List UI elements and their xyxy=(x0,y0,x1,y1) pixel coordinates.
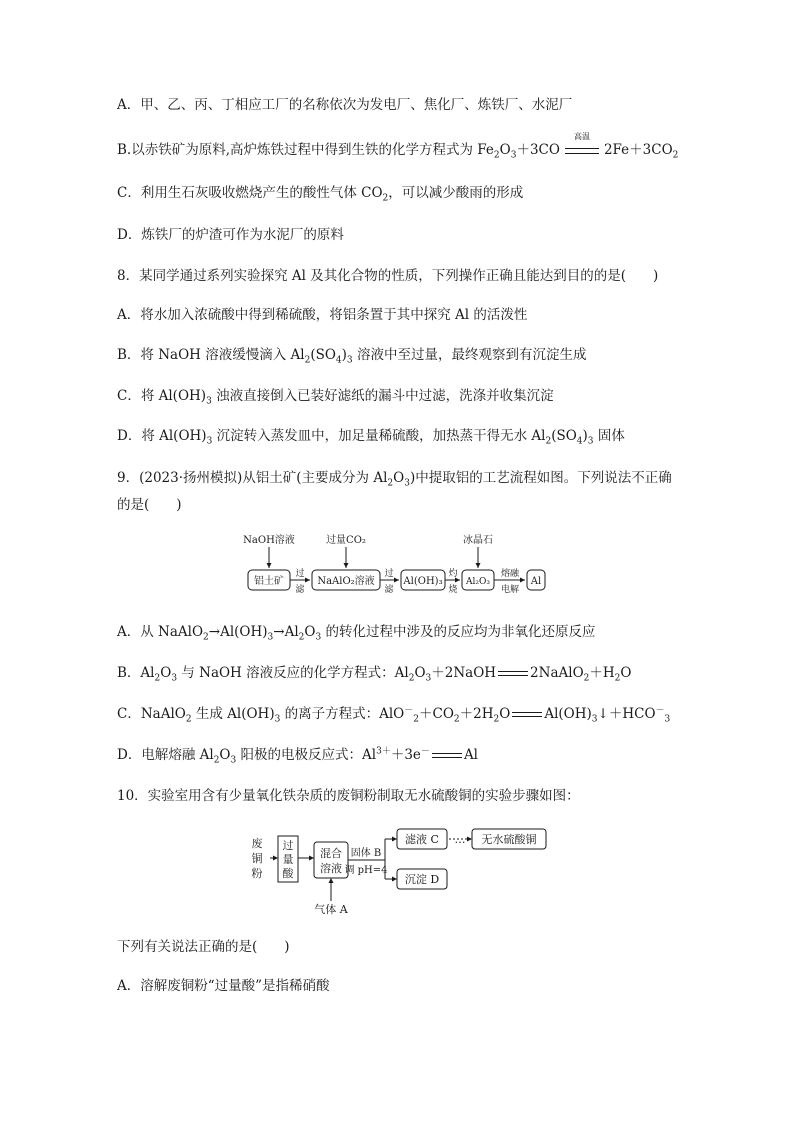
svg-text:溶液: 溶液 xyxy=(320,862,342,875)
q9-option-a: A．从 $NaAlO_2\to Al(OH)_3\to Al_2O_3$ 的转化过程中涉及的反应均为非氧化还原反应 xyxy=(117,624,596,643)
svg-text:粉: 粉 xyxy=(251,867,263,880)
q7-option-a-text: A．甲、乙、丙、丁相应工厂的名称依次为发电厂、焦化厂、炼铁厂、水泥厂 xyxy=(117,97,573,113)
q8-option-b: B．将 NaOH 溶液缓慢滴入 $Al_2(SO_4)_3$ 溶液中至过量，最终观察到有沉淀生成 xyxy=(117,347,587,366)
q9-option-b: B．$Al_2O_3$ 与 NaOH 溶液反应的化学方程式：$Al_2O_3+2NaOH$ $2NaAlO_2+H_2O$ xyxy=(117,665,632,684)
svg-text:电解: 电解 xyxy=(500,585,520,595)
svg-text:混合: 混合 xyxy=(320,847,342,860)
svg-text:过: 过 xyxy=(282,839,294,852)
svg-text:滤: 滤 xyxy=(384,585,394,595)
flow-box-al2o3-label: Al₂O₃ xyxy=(466,577,490,587)
gas-a-label: 气体 A xyxy=(314,903,348,915)
svg-text:熔融: 熔融 xyxy=(500,569,520,579)
q8-option-d: D．将 $Al(OH)_3$ 沉淀转入蒸发皿中，加足量稀硫酸，加热蒸干得无水 $Al_2(SO_4)_3$ 固体 xyxy=(117,428,625,447)
flow-box-aloh3-label: Al(OH)₃ xyxy=(403,576,443,587)
q9-flowchart xyxy=(235,530,565,600)
flow-box-naalo2-label: NaAlO₂溶液 xyxy=(317,576,375,587)
q8-option-a: A．将水加入浓硫酸中得到稀硫酸，将铝条置于其中探究 Al 的活泼性 xyxy=(117,307,528,323)
flow-label-cryolite: 冰晶石 xyxy=(463,535,493,546)
svg-text:灼: 灼 xyxy=(448,569,458,579)
svg-text:量: 量 xyxy=(282,853,294,866)
flow-box-al-label: Al xyxy=(530,576,542,587)
equals-sign xyxy=(432,753,462,758)
q9-option-d: D．电解熔融 $Al_2O_3$ 阳极的电极反应式：$Al^{3+}+3e^-$ Al xyxy=(117,746,479,766)
q9-stem-line1: 9．(2023·扬州模拟)从铝土矿(主要成分为 $Al_2O_3$)中提取铝的工艺流程如图。下列说法不正确 xyxy=(117,470,672,489)
q10-option-a: A．溶解废铜粉“过量酸”是指稀硝酸 xyxy=(117,978,330,994)
svg-text:过: 过 xyxy=(295,569,305,579)
svg-text:滤液 C: 滤液 C xyxy=(405,833,439,846)
q7-option-a xyxy=(117,96,572,114)
svg-text:滤: 滤 xyxy=(295,585,305,595)
q10-stem: 10．实验室用含有少量氧化铁杂质的废铜粉制取无水硫酸铜的实验步骤如图： xyxy=(117,788,580,804)
equals-sign xyxy=(512,712,542,717)
q8-option-c: C．将 $Al(OH)_3$ 浊液直接倒入已装好滤纸的漏斗中过滤，洗涤并收集沉淀 xyxy=(117,388,554,407)
flow-label-naoh: NaOH溶液 xyxy=(243,535,295,546)
svg-text:过: 过 xyxy=(384,569,394,579)
svg-text:酸: 酸 xyxy=(282,867,294,880)
q9-option-c: C．NaAlO$_2$ 生成 $Al(OH)_3$ 的离子方程式：$AlO^-_2+CO_2+2H_2O$ $Al(OH)_3↓+HCO^-_3$ xyxy=(117,705,671,725)
svg-text:废: 废 xyxy=(251,837,263,850)
svg-text:调 pH=4: 调 pH=4 xyxy=(344,865,388,876)
svg-text:固体 B: 固体 B xyxy=(350,848,382,859)
svg-text:铜: 铜 xyxy=(251,852,263,865)
q7-option-d: D．炼铁厂的炉渣可作为水泥厂的原料 xyxy=(117,227,344,243)
svg-text:…: … xyxy=(454,833,466,846)
flow-box-bauxite-label: 铝土矿 xyxy=(254,576,284,587)
svg-text:沉淀 D: 沉淀 D xyxy=(404,873,440,886)
svg-text:烧: 烧 xyxy=(448,585,458,595)
q9-stem-line2: 的是( ) xyxy=(117,497,182,513)
q7-option-c: C．利用生石灰吸收燃烧产生的酸性气体 $CO_2$，可以减少酸雨的形成 xyxy=(117,185,524,204)
q8-stem: 8．某同学通过系列实验探究 Al 及其化合物的性质，下列操作正确且能达到目的的是( ) xyxy=(117,268,659,284)
equilibrium-sign: 高温 xyxy=(564,141,600,159)
equals-sign xyxy=(498,671,528,676)
q7-option-b: B.以赤铁矿为原料,高炉炼铁过程中得到生铁的化学方程式为 $Fe_2O_3+3CO$ 高温 $2Fe+3CO_2$ xyxy=(117,132,679,161)
flow-label-co2: 过量CO₂ xyxy=(326,535,366,546)
q10-flowchart xyxy=(245,825,555,915)
q10-ask: 下列有关说法正确的是( ) xyxy=(117,939,290,955)
svg-text:无水硫酸铜: 无水硫酸铜 xyxy=(481,833,537,846)
